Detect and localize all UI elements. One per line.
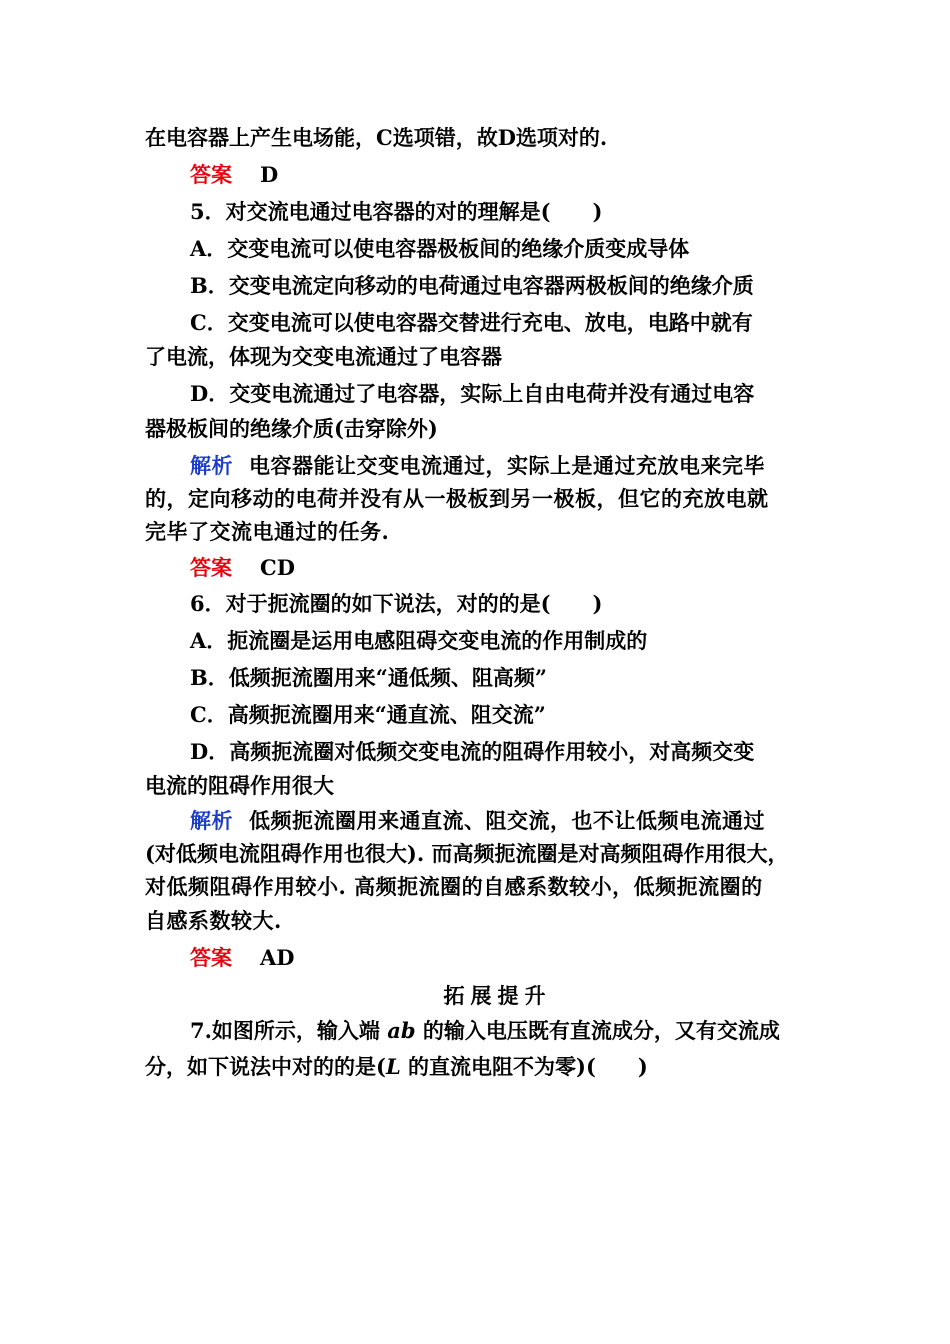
option-c-cont: 了电流，体现为交变电流通过了电容器 bbox=[145, 344, 502, 369]
question-7 bbox=[190, 1019, 780, 1043]
option-c: C．高频扼流圈用来“通直流、阻交流” bbox=[190, 702, 546, 727]
answer-line bbox=[190, 163, 278, 187]
option-a: A．扼流圈是运用电感阻碍交变电流的作用制成的 bbox=[190, 628, 648, 653]
analysis-text: 电容器能让交变电流通过，实际上是通过充放电来完毕 bbox=[249, 453, 765, 478]
option-d-cont: 电流的阻碍作用很大 bbox=[145, 773, 334, 798]
analysis-label: 解析 bbox=[190, 808, 233, 833]
answer-label: 答案 bbox=[190, 555, 232, 580]
answer-value: CD bbox=[260, 555, 295, 580]
question-5: 5．对交流电通过电容器的对的理解是( ) bbox=[190, 199, 603, 224]
text-line: 在电容器上产生电场能，C选项错，故D选项对的. bbox=[145, 125, 608, 150]
answer-line bbox=[190, 556, 295, 580]
option-b: B．交变电流定向移动的电荷通过电容器两极板间的绝缘介质 bbox=[190, 273, 754, 298]
question-text: 的输入电压既有直流成分，又有交流成 bbox=[422, 1018, 780, 1043]
option-c: C．交变电流可以使电容器交替进行充电、放电，电路中就有 bbox=[190, 310, 753, 335]
answer-line bbox=[190, 946, 295, 970]
answer-value: AD bbox=[260, 945, 295, 970]
analysis-cont: 的，定向移动的电荷并没有从一极板到另一极板，但它的充放电就 bbox=[145, 486, 769, 511]
analysis-text: 低频扼流圈用来通直流、阻交流，也不让低频电流通过 bbox=[249, 808, 765, 833]
analysis-line bbox=[190, 809, 765, 833]
option-a: A．交变电流可以使电容器极板间的绝缘介质变成导体 bbox=[190, 236, 690, 261]
section-title: 拓展提升 bbox=[443, 983, 552, 1008]
option-b: B．低频扼流圈用来“通低频、阻高频” bbox=[190, 665, 547, 690]
question-text: 的直流电阻不为零)( ) bbox=[408, 1054, 648, 1079]
question-text: 分，如下说法中对的的是( bbox=[145, 1054, 386, 1079]
option-d: D．交变电流通过了电容器，实际上自由电荷并没有通过电容 bbox=[190, 381, 755, 406]
variable-ab: ab bbox=[387, 1018, 416, 1043]
answer-label: 答案 bbox=[190, 162, 232, 187]
variable-l: L bbox=[385, 1054, 401, 1079]
answer-label: 答案 bbox=[190, 945, 232, 970]
analysis-cont: 完毕了交流电通过的任务. bbox=[145, 519, 390, 544]
analysis-line bbox=[190, 454, 765, 478]
option-d: D．高频扼流圈对低频交变电流的阻碍作用较小，对高频交变 bbox=[190, 739, 755, 764]
analysis-cont: (对低频电流阻碍作用也很大). 而高频扼流圈是对高频阻碍作用很大， bbox=[145, 841, 789, 866]
analysis-label: 解析 bbox=[190, 453, 233, 478]
answer-value: D bbox=[260, 162, 279, 187]
option-d-cont: 器极板间的绝缘介质(击穿除外) bbox=[145, 416, 438, 441]
analysis-cont: 自感系数较大. bbox=[145, 908, 282, 933]
question-7-cont bbox=[145, 1055, 648, 1079]
question-text: 7.如图所示，输入端 bbox=[190, 1018, 380, 1043]
question-6: 6．对于扼流圈的如下说法，对的的是( ) bbox=[190, 591, 603, 616]
analysis-cont: 对低频阻碍作用较小. 高频扼流圈的自感系数较小，低频扼流圈的 bbox=[145, 874, 763, 899]
